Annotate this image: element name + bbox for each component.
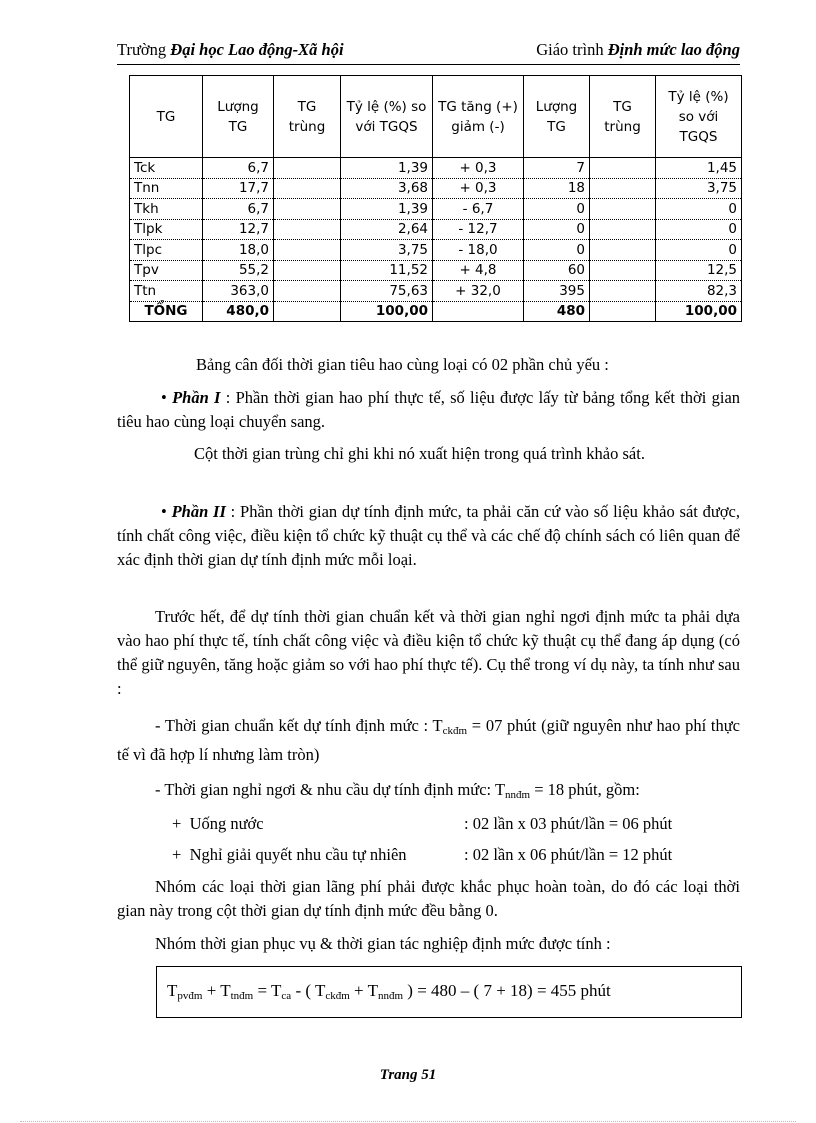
table-header-cell: Lượng TG — [524, 76, 590, 158]
table-cell: 6,7 — [203, 199, 274, 220]
note-paragraph: Cột thời gian trùng chỉ ghi khi nó xuất hiện trong quá trình khảo sát. — [194, 444, 645, 463]
table-cell: 18,0 — [203, 240, 274, 261]
table-cell: Tlpc — [130, 240, 203, 261]
table-cell: 0 — [656, 240, 742, 261]
table-cell: 2,64 — [341, 219, 433, 240]
table-cell: 12,7 — [203, 219, 274, 240]
table-cell — [590, 158, 656, 179]
table-cell: + 32,0 — [433, 281, 524, 302]
table-row — [130, 281, 742, 302]
table-cell — [590, 260, 656, 281]
table-cell: Ttn — [130, 281, 203, 302]
table-header-cell: Tỷ lệ (%) so với TGQS — [341, 76, 433, 158]
table-cell: + 0,3 — [433, 178, 524, 199]
table-cell: 0 — [524, 240, 590, 261]
table-cell: - 18,0 — [433, 240, 524, 261]
table-cell — [590, 301, 656, 322]
table-header-cell: TG tăng (+) giảm (-) — [433, 76, 524, 158]
table-header-cell: TG trùng — [590, 76, 656, 158]
table-cell: 395 — [524, 281, 590, 302]
table-cell: 6,7 — [203, 158, 274, 179]
table-cell: 480,0 — [203, 301, 274, 322]
table-caption: Bảng cân đối thời gian tiêu hao cùng loại có 02 phần chủ yếu : — [196, 355, 609, 374]
table-cell: 363,0 — [203, 281, 274, 302]
table-cell: TỔNG — [130, 301, 203, 322]
table-row — [130, 240, 742, 261]
table-cell — [590, 240, 656, 261]
table-header-row — [130, 76, 742, 158]
table-cell: 12,5 — [656, 260, 742, 281]
intro-paragraph: Trước hết, để dự tính thời gian chuẩn kết và thời gian nghỉ ngơi định mức ta phải dựa vào hao phí thực tế, tính chất công việc và điều kiện tổ chức kỹ thuật cụ thể đang áp dụng (có thể giữ nguyên, tăng hoặc giảm so với hao phí thực tế). Cụ thể trong ví dụ này, ta tính như sau : — [117, 607, 740, 698]
page-number: Trang 51 — [379, 1067, 437, 1083]
table-cell: - 12,7 — [433, 219, 524, 240]
table-cell: 100,00 — [341, 301, 433, 322]
table-cell — [274, 158, 341, 179]
table-cell — [590, 199, 656, 220]
part-2-paragraph: • Phần II : Phần thời gian dự tính định mức, ta phải căn cứ vào số liệu khảo sát được, tính chất công việc, điều kiện tổ chức kỹ thuật cụ thể và các chế độ chính sách có liên quan để xác định thời gian dự tính định mức mỗi loại. — [117, 502, 741, 569]
page-header — [117, 40, 740, 65]
table-cell: 1,39 — [341, 158, 433, 179]
table-total-row — [130, 301, 742, 322]
table-cell: 3,68 — [341, 178, 433, 199]
formula: $T_{pvđm} + T_{tnđm} = T_{ca}$ - ( $T_{ckđm} + T_{nnđm}$ ) = 480 – ( 7 + 18) = 455 phút — [167, 981, 611, 1002]
table-cell: 82,3 — [656, 281, 742, 302]
table-cell: 1,45 — [656, 158, 742, 179]
header-left: Trường Đại học Lao động-Xã hội — [117, 40, 344, 59]
rest-item-2: + Nghỉ giải quyết nhu cầu tự nhiên : 02 lần x 06 phút/lần = 12 phút — [172, 845, 673, 864]
table-cell: Tkh — [130, 199, 203, 220]
table-cell — [590, 219, 656, 240]
table-cell: 0 — [656, 219, 742, 240]
table-row — [130, 219, 742, 240]
table-cell — [274, 240, 341, 261]
table-cell: + 0,3 — [433, 158, 524, 179]
waste-paragraph: Nhóm các loại thời gian lãng phí phải được khắc phục hoàn toàn, do đó các loại thời gian này trong cột thời gian dự tính định mức đều bằng 0. — [117, 877, 740, 920]
rest-item-1: + Uống nước : 02 lần x 03 phút/lần = 06 phút — [172, 814, 673, 833]
ck-paragraph: - Thời gian chuẩn kết dự tính định mức : $T_{ckđm} = 07$ phút (giữ nguyên như hao phí thực tế vì đã hợp lí nhưng làm tròn) — [117, 716, 740, 764]
table-row — [130, 178, 742, 199]
table-header-cell: TG — [130, 76, 203, 158]
table-cell: Tnn — [130, 178, 203, 199]
table-cell: 1,39 — [341, 199, 433, 220]
part-1-paragraph: • Phần I : Phần thời gian hao phí thực tế, số liệu được lấy từ bảng tổng kết thời gian tiêu hao cùng loại chuyển sang. — [117, 388, 741, 431]
page-bottom-divider — [20, 1121, 796, 1122]
table-cell: 60 — [524, 260, 590, 281]
table-row — [130, 260, 742, 281]
table-cell: 55,2 — [203, 260, 274, 281]
table-cell — [274, 281, 341, 302]
table-cell: 0 — [524, 219, 590, 240]
table-cell: 480 — [524, 301, 590, 322]
table-cell: - 6,7 — [433, 199, 524, 220]
table-cell: 75,63 — [341, 281, 433, 302]
table-cell: 3,75 — [656, 178, 742, 199]
header-right: Giáo trình Định mức lao động — [536, 40, 740, 59]
table-row — [130, 199, 742, 220]
table-cell: Tlpk — [130, 219, 203, 240]
table-cell — [433, 301, 524, 322]
table-row — [130, 158, 742, 179]
nn-paragraph: - Thời gian nghỉ ngơi & nhu cầu dự tính định mức: $T_{nnđm} = 18$ phút, gồm: — [155, 780, 640, 801]
table-cell: 0 — [524, 199, 590, 220]
table-cell: 18 — [524, 178, 590, 199]
table-cell — [274, 260, 341, 281]
table-cell: 17,7 — [203, 178, 274, 199]
table-header-cell: Lượng TG — [203, 76, 274, 158]
table-cell: 0 — [656, 199, 742, 220]
table-cell: 100,00 — [656, 301, 742, 322]
service-paragraph: Nhóm thời gian phục vụ & thời gian tác nghiệp định mức được tính : — [155, 934, 611, 953]
table-cell — [590, 178, 656, 199]
table-cell — [274, 301, 341, 322]
table-cell — [274, 199, 341, 220]
table-cell — [274, 219, 341, 240]
table-cell: 7 — [524, 158, 590, 179]
formula-box — [156, 966, 742, 1018]
table-cell — [274, 178, 341, 199]
table-cell — [590, 281, 656, 302]
table-cell: 11,52 — [341, 260, 433, 281]
time-balance-table — [129, 75, 742, 322]
table-cell: Tpv — [130, 260, 203, 281]
table-header-cell: Tỷ lệ (%) so với TGQS — [656, 76, 742, 158]
table-cell: Tck — [130, 158, 203, 179]
table-header-cell: TG trùng — [274, 76, 341, 158]
table-cell: + 4,8 — [433, 260, 524, 281]
table-cell: 3,75 — [341, 240, 433, 261]
